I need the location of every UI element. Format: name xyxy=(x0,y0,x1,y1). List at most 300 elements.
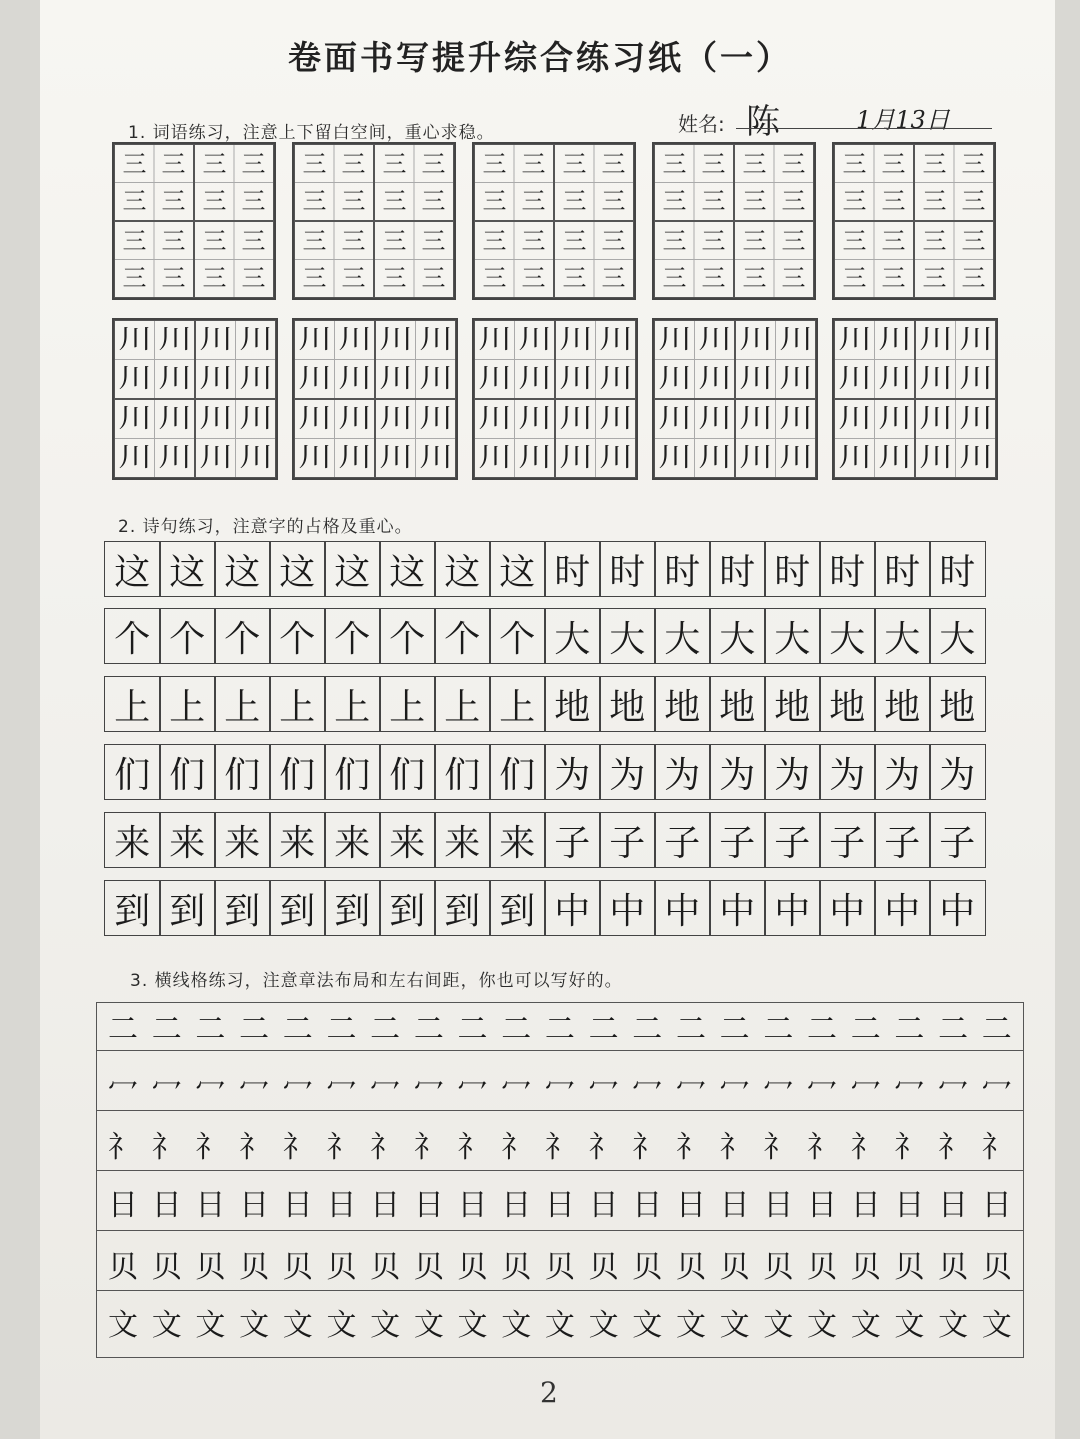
lined-practice-row xyxy=(100,1118,1020,1170)
practice-box: 为 xyxy=(764,744,821,800)
practice-box: 上 xyxy=(434,676,491,732)
tianzige-cell xyxy=(294,144,374,221)
handwritten-glyph: 冖 xyxy=(457,1072,488,1107)
handwritten-stroke: 川 xyxy=(697,363,731,394)
handwritten-glyph: ⼆ xyxy=(282,1012,313,1047)
handwritten-stroke: 川 xyxy=(418,325,452,356)
practice-box: 子 xyxy=(544,812,601,868)
handwritten-stroke: 川 xyxy=(838,363,872,394)
practice-box: 子 xyxy=(874,812,931,868)
practice-box-row xyxy=(104,744,1008,800)
handwritten-glyph: 冖 xyxy=(763,1072,794,1107)
handwritten-glyph: 文 xyxy=(151,1308,182,1343)
practice-box-row xyxy=(104,676,1008,732)
tianzige-block xyxy=(472,142,636,300)
handwritten-glyph: 日 xyxy=(457,1188,488,1223)
handwritten-stroke: 川 xyxy=(559,404,593,435)
handwritten-stroke: 川 xyxy=(838,325,872,356)
handwritten-stroke: 三 xyxy=(922,264,947,293)
handwritten-stroke: 三 xyxy=(521,149,546,178)
handwritten-glyph: ⼆ xyxy=(239,1012,270,1047)
handwritten-stroke: 川 xyxy=(478,404,512,435)
handwritten-stroke: 三 xyxy=(521,264,546,293)
handwritten-stroke: 三 xyxy=(701,149,726,178)
practice-box: 时 xyxy=(709,541,766,597)
handwritten-glyph: 冖 xyxy=(981,1072,1012,1107)
handwritten-stroke: 三 xyxy=(881,149,906,178)
date-value: 1月13日 xyxy=(856,106,950,134)
section2-label: 2. 诗句练习，注意字的占格及重心。 xyxy=(118,517,413,537)
handwritten-glyph: 礻 xyxy=(108,1130,138,1165)
handwritten-glyph: 贝 xyxy=(675,1250,706,1285)
practice-box: 来 xyxy=(434,812,491,868)
handwritten-glyph: ⼆ xyxy=(195,1012,226,1047)
handwritten-stroke: 川 xyxy=(877,363,911,394)
handwritten-stroke: 川 xyxy=(517,442,551,473)
handwritten-glyph: 礻 xyxy=(719,1130,750,1165)
handwritten-stroke: 三 xyxy=(961,149,986,178)
tianzige-cell xyxy=(834,221,914,298)
handwritten-glyph: 贝 xyxy=(151,1250,182,1285)
handwritten-stroke: 三 xyxy=(382,187,407,216)
handwritten-glyph: 日 xyxy=(413,1188,444,1223)
practice-box: 为 xyxy=(874,744,931,800)
handwritten-glyph: 贝 xyxy=(763,1250,794,1285)
practice-box: 到 xyxy=(324,880,381,936)
handwritten-stroke: 三 xyxy=(601,264,626,293)
tianzige-cell xyxy=(735,320,816,399)
handwritten-stroke: 三 xyxy=(742,226,767,255)
handwritten-glyph: 日 xyxy=(763,1188,794,1223)
practice-box: 个 xyxy=(104,608,161,664)
practice-box: 们 xyxy=(489,744,546,800)
handwritten-glyph: 日 xyxy=(675,1188,706,1223)
handwritten-stroke: 三 xyxy=(881,226,906,255)
handwritten-stroke: 川 xyxy=(919,404,953,435)
practice-box: 大 xyxy=(544,608,601,664)
tianzige-cell xyxy=(114,221,194,298)
handwritten-glyph: 日 xyxy=(239,1188,270,1223)
tianzige-cell xyxy=(734,144,814,221)
handwritten-stroke: 川 xyxy=(598,363,632,394)
handwritten-stroke: 川 xyxy=(238,325,272,356)
handwritten-stroke: 川 xyxy=(298,404,332,435)
handwritten-glyph: ⼆ xyxy=(632,1012,663,1047)
handwritten-glyph: 文 xyxy=(981,1308,1012,1343)
practice-box: 个 xyxy=(489,608,546,664)
handwritten-stroke: 三 xyxy=(601,187,626,216)
practice-box: 中 xyxy=(654,880,711,936)
practice-box: 个 xyxy=(269,608,326,664)
practice-box: 时 xyxy=(764,541,821,597)
section1-label: 1. 词语练习，注意上下留白空间，重心求稳。 xyxy=(128,123,495,143)
handwritten-glyph: 贝 xyxy=(282,1250,313,1285)
practice-box: 中 xyxy=(819,880,876,936)
handwritten-stroke: 川 xyxy=(238,404,272,435)
tianzige-cell xyxy=(374,221,454,298)
practice-box: 到 xyxy=(434,880,491,936)
practice-box: 大 xyxy=(929,608,986,664)
handwritten-glyph: 冖 xyxy=(151,1072,182,1107)
tianzige-cell xyxy=(915,320,996,399)
handwritten-glyph: 日 xyxy=(326,1188,357,1223)
handwritten-stroke: 川 xyxy=(298,363,332,394)
handwritten-glyph: ⼆ xyxy=(151,1012,182,1047)
handwritten-glyph: 贝 xyxy=(457,1250,488,1285)
practice-box: 时 xyxy=(819,541,876,597)
practice-box-row xyxy=(104,608,1008,664)
handwritten-glyph: 日 xyxy=(370,1188,401,1223)
handwritten-glyph: 文 xyxy=(938,1308,969,1343)
handwritten-glyph: 日 xyxy=(195,1188,226,1223)
lined-practice-row xyxy=(100,1176,1020,1228)
handwritten-stroke: 川 xyxy=(478,363,512,394)
handwritten-stroke: 川 xyxy=(559,442,593,473)
handwritten-stroke: 三 xyxy=(701,187,726,216)
tianzige-cell xyxy=(834,144,914,221)
handwritten-glyph: 文 xyxy=(719,1308,750,1343)
handwritten-stroke: 川 xyxy=(157,325,191,356)
tianzige-cell xyxy=(294,399,375,478)
handwritten-glyph: 贝 xyxy=(326,1250,357,1285)
practice-box-row xyxy=(104,812,1008,868)
handwritten-glyph: ⼆ xyxy=(588,1012,619,1047)
handwritten-stroke: 川 xyxy=(658,442,692,473)
practice-box: 个 xyxy=(214,608,271,664)
handwritten-stroke: 川 xyxy=(337,442,371,473)
handwritten-stroke: 三 xyxy=(922,149,947,178)
tianzige-cell xyxy=(474,320,555,399)
handwritten-stroke: 川 xyxy=(877,442,911,473)
handwritten-stroke: 三 xyxy=(961,187,986,216)
handwritten-glyph: 日 xyxy=(981,1188,1012,1223)
handwritten-glyph: 礻 xyxy=(457,1130,488,1165)
handwritten-glyph: 礻 xyxy=(370,1130,401,1165)
handwritten-stroke: 三 xyxy=(961,226,986,255)
tianzige-block xyxy=(832,142,996,300)
handwritten-stroke: 川 xyxy=(238,363,272,394)
handwritten-stroke: 三 xyxy=(482,264,507,293)
handwritten-stroke: 川 xyxy=(157,404,191,435)
handwritten-stroke: 三 xyxy=(482,149,507,178)
practice-box: 上 xyxy=(159,676,216,732)
handwritten-glyph: 日 xyxy=(151,1188,182,1223)
practice-box: 子 xyxy=(599,812,656,868)
tianzige-cell xyxy=(114,399,195,478)
handwritten-glyph: 文 xyxy=(763,1308,794,1343)
practice-box: 来 xyxy=(269,812,326,868)
handwritten-glyph: 日 xyxy=(108,1188,138,1223)
handwritten-stroke: 三 xyxy=(421,264,446,293)
section1-row-vertical xyxy=(0,318,1080,478)
handwritten-stroke: 三 xyxy=(161,264,186,293)
handwritten-glyph: ⼆ xyxy=(457,1012,488,1047)
practice-box: 子 xyxy=(819,812,876,868)
handwritten-stroke: 川 xyxy=(517,325,551,356)
handwritten-glyph: 礻 xyxy=(239,1130,270,1165)
handwritten-stroke: 三 xyxy=(421,149,446,178)
handwritten-glyph: 贝 xyxy=(807,1250,837,1285)
handwritten-stroke: 三 xyxy=(161,187,186,216)
handwritten-stroke: 川 xyxy=(919,325,953,356)
handwritten-stroke: 三 xyxy=(562,187,587,216)
handwritten-stroke: 三 xyxy=(781,226,806,255)
handwritten-stroke: 三 xyxy=(742,187,767,216)
handwritten-glyph: ⼆ xyxy=(675,1012,706,1047)
handwritten-stroke: 三 xyxy=(842,149,867,178)
handwritten-stroke: 三 xyxy=(241,187,266,216)
practice-box: 来 xyxy=(324,812,381,868)
handwritten-glyph: 礻 xyxy=(544,1130,575,1165)
practice-box: 个 xyxy=(434,608,491,664)
section1-row-horizontal xyxy=(0,142,1080,302)
practice-box: 子 xyxy=(764,812,821,868)
tianzige-cell xyxy=(194,221,274,298)
handwritten-stroke: 川 xyxy=(337,404,371,435)
handwritten-stroke: 三 xyxy=(122,149,147,178)
handwritten-stroke: 三 xyxy=(562,264,587,293)
handwritten-stroke: 川 xyxy=(337,363,371,394)
handwritten-glyph: 文 xyxy=(239,1308,270,1343)
handwritten-glyph: 贝 xyxy=(370,1250,401,1285)
practice-box: 到 xyxy=(489,880,546,936)
practice-box: 子 xyxy=(709,812,766,868)
handwritten-stroke: 川 xyxy=(778,363,812,394)
handwritten-stroke: 三 xyxy=(521,226,546,255)
handwritten-stroke: 川 xyxy=(199,325,233,356)
practice-box: 地 xyxy=(819,676,876,732)
handwritten-glyph: 文 xyxy=(108,1308,138,1343)
handwritten-glyph: ⼆ xyxy=(501,1012,532,1047)
handwritten-glyph: 日 xyxy=(282,1188,313,1223)
practice-box: 中 xyxy=(764,880,821,936)
handwritten-stroke: 三 xyxy=(482,226,507,255)
handwritten-stroke: 川 xyxy=(478,442,512,473)
handwritten-glyph: 日 xyxy=(850,1188,881,1223)
handwritten-stroke: 三 xyxy=(922,187,947,216)
practice-box: 中 xyxy=(599,880,656,936)
handwritten-stroke: 三 xyxy=(421,187,446,216)
handwritten-glyph: 冖 xyxy=(326,1072,357,1107)
handwritten-stroke: 川 xyxy=(199,363,233,394)
practice-box: 大 xyxy=(819,608,876,664)
practice-box: 时 xyxy=(599,541,656,597)
handwritten-stroke: 三 xyxy=(662,226,687,255)
practice-box: 时 xyxy=(654,541,711,597)
handwritten-glyph: 礻 xyxy=(413,1130,444,1165)
handwritten-stroke: 三 xyxy=(382,149,407,178)
practice-box: 上 xyxy=(269,676,326,732)
practice-box: 子 xyxy=(654,812,711,868)
tianzige-cell xyxy=(915,399,996,478)
handwritten-stroke: 三 xyxy=(781,187,806,216)
handwritten-stroke: 三 xyxy=(562,149,587,178)
handwritten-stroke: 三 xyxy=(562,226,587,255)
handwritten-stroke: 川 xyxy=(157,442,191,473)
practice-box: 大 xyxy=(764,608,821,664)
handwritten-glyph: 冖 xyxy=(195,1072,226,1107)
handwritten-stroke: 三 xyxy=(662,264,687,293)
practice-box: 到 xyxy=(104,880,161,936)
tianzige-block xyxy=(112,318,278,480)
practice-box: 来 xyxy=(489,812,546,868)
handwritten-stroke: 川 xyxy=(697,325,731,356)
handwritten-glyph: 文 xyxy=(588,1308,619,1343)
handwritten-stroke: 川 xyxy=(739,363,773,394)
page-title: 卷面书写提升综合练习纸（一） xyxy=(288,38,792,77)
handwritten-stroke: 三 xyxy=(302,149,327,178)
practice-box: 地 xyxy=(654,676,711,732)
handwritten-glyph: 礻 xyxy=(326,1130,357,1165)
handwritten-glyph: 礻 xyxy=(807,1130,837,1165)
handwritten-stroke: 川 xyxy=(118,442,152,473)
practice-box: 为 xyxy=(544,744,601,800)
handwritten-stroke: 三 xyxy=(382,226,407,255)
handwritten-stroke: 三 xyxy=(241,149,266,178)
tianzige-cell xyxy=(834,320,915,399)
handwritten-glyph: 文 xyxy=(413,1308,444,1343)
name-label: 姓名: xyxy=(678,112,725,136)
practice-box: 地 xyxy=(599,676,656,732)
name-value: 陈 xyxy=(746,102,780,142)
handwritten-stroke: 三 xyxy=(202,264,227,293)
tianzige-cell xyxy=(554,221,634,298)
practice-box: 大 xyxy=(654,608,711,664)
handwritten-glyph: 文 xyxy=(195,1308,226,1343)
tianzige-cell xyxy=(195,320,276,399)
practice-box: 来 xyxy=(104,812,161,868)
handwritten-glyph: 冖 xyxy=(239,1072,270,1107)
handwritten-stroke: 川 xyxy=(517,363,551,394)
tianzige-cell xyxy=(474,399,555,478)
practice-box: 这 xyxy=(269,541,326,597)
handwritten-glyph: 文 xyxy=(501,1308,532,1343)
practice-box: 地 xyxy=(544,676,601,732)
practice-box: 地 xyxy=(874,676,931,732)
practice-box: 到 xyxy=(214,880,271,936)
handwritten-glyph: 礻 xyxy=(763,1130,794,1165)
tianzige-cell xyxy=(834,399,915,478)
handwritten-stroke: 川 xyxy=(958,363,992,394)
handwritten-stroke: 三 xyxy=(202,187,227,216)
handwritten-stroke: 川 xyxy=(877,404,911,435)
handwritten-glyph: 日 xyxy=(501,1188,532,1223)
handwritten-stroke: 川 xyxy=(379,404,413,435)
handwritten-stroke: 川 xyxy=(559,363,593,394)
handwritten-glyph: 礻 xyxy=(632,1130,663,1165)
handwritten-glyph: 文 xyxy=(850,1308,881,1343)
practice-box: 上 xyxy=(324,676,381,732)
handwritten-stroke: 川 xyxy=(919,363,953,394)
tianzige-block xyxy=(832,318,998,480)
tianzige-block xyxy=(652,142,816,300)
handwritten-glyph: 冖 xyxy=(850,1072,881,1107)
handwritten-glyph: 日 xyxy=(632,1188,663,1223)
practice-box: 为 xyxy=(929,744,986,800)
handwritten-stroke: 川 xyxy=(658,363,692,394)
handwritten-stroke: 三 xyxy=(341,264,366,293)
handwritten-stroke: 川 xyxy=(418,442,452,473)
tianzige-cell xyxy=(375,320,456,399)
handwritten-stroke: 三 xyxy=(202,149,227,178)
handwritten-stroke: 川 xyxy=(958,325,992,356)
handwritten-stroke: 川 xyxy=(379,442,413,473)
handwritten-glyph: 文 xyxy=(632,1308,663,1343)
handwritten-stroke: 三 xyxy=(881,264,906,293)
handwritten-glyph: 冖 xyxy=(544,1072,575,1107)
handwritten-glyph: 礻 xyxy=(938,1130,969,1165)
handwritten-glyph: 礻 xyxy=(894,1130,925,1165)
tianzige-cell xyxy=(474,221,554,298)
handwritten-stroke: 三 xyxy=(601,149,626,178)
practice-box: 地 xyxy=(929,676,986,732)
handwritten-glyph: 礻 xyxy=(981,1130,1012,1165)
handwritten-stroke: 三 xyxy=(922,226,947,255)
practice-box: 们 xyxy=(379,744,436,800)
tianzige-block xyxy=(292,318,458,480)
ruled-line xyxy=(96,1290,1024,1291)
practice-box: 到 xyxy=(159,880,216,936)
practice-box-row xyxy=(104,880,1008,936)
practice-box: 们 xyxy=(324,744,381,800)
handwritten-stroke: 川 xyxy=(298,442,332,473)
handwritten-stroke: 三 xyxy=(842,264,867,293)
practice-box: 们 xyxy=(434,744,491,800)
handwritten-stroke: 三 xyxy=(302,264,327,293)
handwritten-stroke: 川 xyxy=(778,442,812,473)
handwritten-glyph: 冖 xyxy=(370,1072,401,1107)
handwritten-stroke: 三 xyxy=(382,264,407,293)
practice-box: 来 xyxy=(379,812,436,868)
handwritten-glyph: 贝 xyxy=(195,1250,226,1285)
handwritten-stroke: 三 xyxy=(341,149,366,178)
handwritten-glyph: 文 xyxy=(544,1308,575,1343)
handwritten-stroke: 三 xyxy=(161,149,186,178)
handwritten-stroke: 川 xyxy=(778,404,812,435)
tianzige-cell xyxy=(734,221,814,298)
handwritten-stroke: 川 xyxy=(838,404,872,435)
handwritten-glyph: 冖 xyxy=(675,1072,706,1107)
handwritten-stroke: 三 xyxy=(302,187,327,216)
handwritten-glyph: 贝 xyxy=(894,1250,925,1285)
handwritten-glyph: ⼆ xyxy=(850,1012,881,1047)
handwritten-stroke: 三 xyxy=(241,264,266,293)
handwritten-glyph: ⼆ xyxy=(326,1012,357,1047)
tianzige-cell xyxy=(554,144,634,221)
practice-box: 来 xyxy=(159,812,216,868)
handwritten-stroke: 川 xyxy=(157,363,191,394)
handwritten-glyph: 冖 xyxy=(413,1072,444,1107)
practice-box: 上 xyxy=(379,676,436,732)
practice-box: 时 xyxy=(874,541,931,597)
handwritten-stroke: 川 xyxy=(598,442,632,473)
handwritten-stroke: 三 xyxy=(662,187,687,216)
handwritten-stroke: 川 xyxy=(739,404,773,435)
handwritten-glyph: 礻 xyxy=(675,1130,706,1165)
handwritten-glyph: 贝 xyxy=(938,1250,969,1285)
practice-box: 为 xyxy=(709,744,766,800)
ruled-line xyxy=(96,1230,1024,1231)
practice-box: 地 xyxy=(764,676,821,732)
handwritten-glyph: 冖 xyxy=(588,1072,619,1107)
practice-box: 这 xyxy=(379,541,436,597)
handwritten-glyph: 礻 xyxy=(588,1130,619,1165)
handwritten-glyph: 礻 xyxy=(282,1130,313,1165)
handwritten-stroke: 三 xyxy=(701,264,726,293)
tianzige-cell xyxy=(654,320,735,399)
handwritten-glyph: 文 xyxy=(894,1308,925,1343)
handwritten-stroke: 川 xyxy=(199,442,233,473)
